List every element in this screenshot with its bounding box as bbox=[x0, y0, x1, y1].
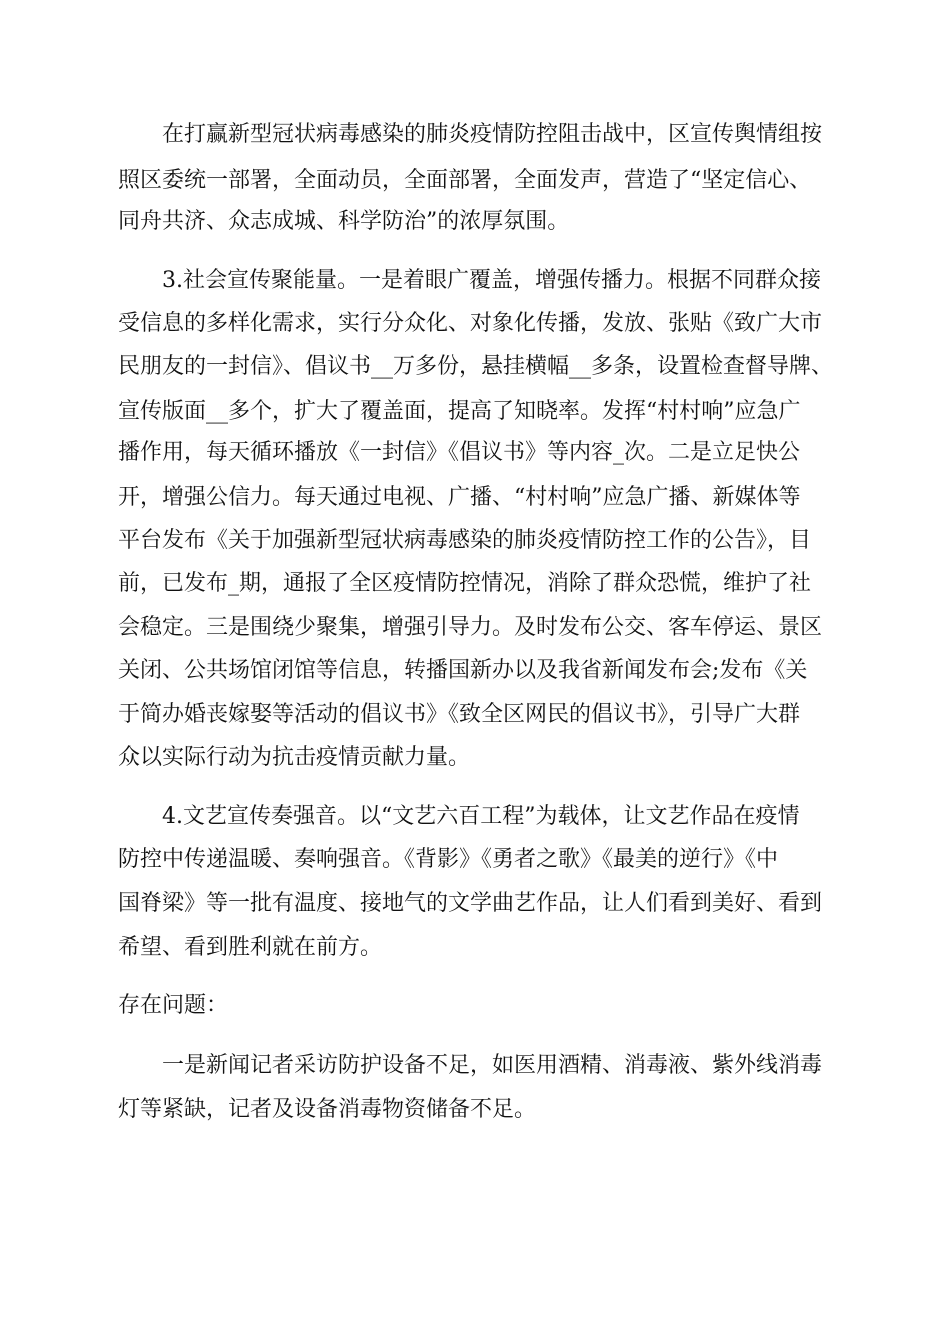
text-line: 4.文艺宣传奏强音。以“文艺六百工程”为载体，让文艺作品在疫情 bbox=[162, 804, 800, 829]
section-heading-problems: 存在问题： bbox=[118, 993, 229, 1018]
text-line: 民朋友的一封信》、倡议书__万多份，悬挂横幅__多条，设置检查督导牌、 bbox=[118, 354, 834, 379]
text-line: 防控中传递温暖、奏响强音。《背影》《勇者之歌》《最美的逆行》《中 bbox=[118, 847, 779, 872]
text-line: 众以实际行动为抗击疫情贡献力量。 bbox=[118, 745, 471, 770]
text-line: 照区委统一部署，全面动员，全面部署，全面发声，营造了“坚定信心、 bbox=[118, 168, 812, 193]
text-line: 一是新闻记者采访防护设备不足，如医用酒精、消毒液、紫外线消毒 bbox=[162, 1053, 823, 1078]
text-line: 会稳定。三是围绕少聚集，增强引导力。及时发布公交、客车停运、景区 bbox=[118, 615, 823, 640]
text-line: 前，已发布_期，通报了全区疫情防控情况，消除了群众恐慌，维护了社 bbox=[118, 571, 812, 596]
text-line: 关闭、公共场馆闭馆等信息，转播国新办以及我省新闻发布会;发布《关 bbox=[118, 658, 808, 683]
text-line: 宣传版面__多个，扩大了覆盖面，提高了知晓率。发挥“村村响”应急广 bbox=[118, 399, 801, 424]
text-line: 播作用，每天循环播放《一封信》《倡议书》等内容_次。二是立足快公 bbox=[118, 440, 801, 465]
text-line: 同舟共济、众志成城、科学防治”的浓厚氛围。 bbox=[118, 209, 570, 234]
text-line: 平台发布《关于加强新型冠状病毒感染的肺炎疫情防控工作的公告》，目 bbox=[118, 528, 812, 553]
text-line: 希望、看到胜利就在前方。 bbox=[118, 935, 383, 960]
text-line: 国脊梁》等一批有温度、接地气的文学曲艺作品，让人们看到美好、看到 bbox=[118, 891, 823, 916]
text-line: 于简办婚丧嫁娶等活动的倡议书》《致全区网民的倡议书》，引导广大群 bbox=[118, 702, 801, 727]
text-line: 3.社会宣传聚能量。一是着眼广覆盖，增强传播力。根据不同群众接 bbox=[162, 268, 821, 293]
text-line: 灯等紧缺，记者及设备消毒物资储备不足。 bbox=[118, 1097, 537, 1122]
text-line: 在打赢新型冠状病毒感染的肺炎疫情防控阻击战中，区宣传舆情组按 bbox=[162, 122, 823, 147]
text-line: 受信息的多样化需求，实行分众化、对象化传播，发放、张贴《致广大市 bbox=[118, 311, 823, 336]
text-line: 开，增强公信力。每天通过电视、广播、“村村响”应急广播、新媒体等 bbox=[118, 485, 801, 510]
